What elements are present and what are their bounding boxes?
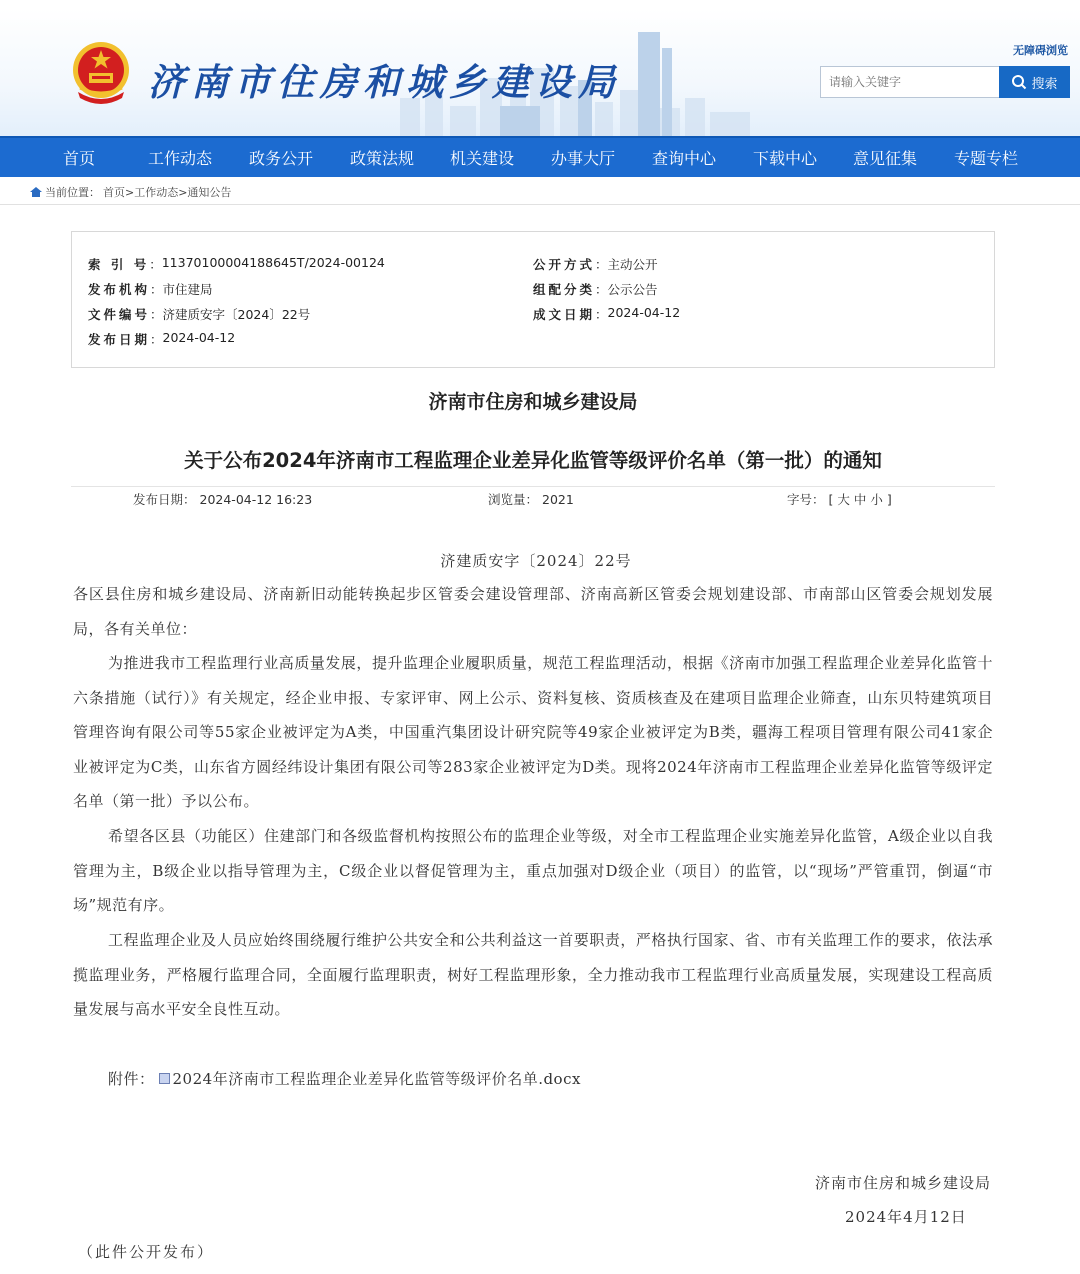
meta-openness-colon: ： <box>595 257 608 272</box>
nav-item-home[interactable]: 首页 <box>63 149 96 168</box>
meta-created-value: 2024-04-12 <box>607 305 681 320</box>
meta-pubdate <box>88 330 235 348</box>
search-button[interactable] <box>999 66 1070 98</box>
publish-date-value: 2024-04-12 16:23 <box>199 492 313 507</box>
font-size-label: 字号： <box>787 492 825 507</box>
breadcrumb-label: 当前位置： <box>45 186 100 199</box>
signature-org: 济南市住房和城乡建设局 <box>814 1174 991 1192</box>
nav-item-query-center[interactable]: 查询中心 <box>652 149 717 168</box>
meta-publisher-label: 发布机构 <box>88 282 151 297</box>
meta-category-value: 公示公告 <box>607 282 658 297</box>
nav-item-special-column[interactable]: 专题专栏 <box>954 149 1019 168</box>
font-size-small-button[interactable]: 小 <box>870 492 883 507</box>
meta-pubdate-value: 2024-04-12 <box>162 330 236 345</box>
meta-openness <box>533 255 658 273</box>
meta-openness-value: 主动公开 <box>607 257 658 272</box>
meta-pubdate-colon: ： <box>150 332 163 347</box>
meta-publisher-colon: ： <box>150 282 163 297</box>
signature-date: 2024年4月12日 <box>845 1208 967 1226</box>
attachment-link[interactable]: 2024年济南市工程监理企业差异化监管等级评价名单.docx <box>172 1070 581 1088</box>
meta-docno <box>88 305 310 323</box>
nav-item-gov-affairs[interactable]: 政务公开 <box>249 149 314 168</box>
nav-item-policies[interactable]: 政策法规 <box>350 149 415 168</box>
article-org: 济南市住房和城乡建设局 <box>428 391 638 413</box>
meta-index-label: 索 引 号 <box>88 257 150 272</box>
meta-publisher <box>88 280 213 298</box>
meta-category-colon: ： <box>595 282 608 297</box>
font-size-large-button[interactable]: 大 <box>837 492 850 507</box>
nav-item-service-hall[interactable]: 办事大厅 <box>551 149 616 168</box>
meta-docno-colon: ： <box>150 307 163 322</box>
publish-date-label: 发布日期： <box>133 492 196 507</box>
document-meta-box <box>71 231 995 368</box>
article-views <box>488 490 574 508</box>
breadcrumb <box>30 184 231 200</box>
meta-docno-label: 文件编号 <box>88 307 151 322</box>
attachment-row <box>108 1068 581 1089</box>
nav-item-download-center[interactable]: 下载中心 <box>753 149 818 168</box>
meta-category <box>533 280 658 298</box>
meta-index-colon: ： <box>149 257 162 272</box>
meta-docno-value: 济建质安字〔2024〕22号 <box>162 307 311 322</box>
nav-item-work-news[interactable]: 工作动态 <box>148 149 213 168</box>
article-addressee: 各区县住房和城乡建设局、济南新旧动能转换起步区管委会建设管理部、济南高新区管委会规划建设部、市南部山区管委会规划发展局，各有关单位： <box>73 585 993 638</box>
search-input[interactable] <box>820 66 1000 98</box>
font-size-bracket-close: ] <box>886 492 892 507</box>
national-emblem-icon <box>70 40 132 106</box>
nav-item-organ-building[interactable]: 机关建设 <box>450 149 515 168</box>
font-size-bracket-open: [ <box>828 492 834 507</box>
public-release-note: （此件公开发布） <box>78 1243 215 1261</box>
article-paragraph-1: 为推进我市工程监理行业高质量发展，提升监理企业履职质量，规范工程监理活动，根据《济南市加强工程监理企业差异化监管十六条措施（试行）》有关规定，经企业申报、专家评审、网上公示、资料复核、资质核查及在建项目监理企业筛查，山东贝特建筑项目管理咨询有限公司等55家企业被评定为A类，中国重汽集团设计研究院等49家企业被评定为B类，疆海工程项目管理有限公司41家企业被评定为C类，山东省方圆经纬设计集团有限公司等283家企业被评定为D类。现将2024年济南市工程监理企业差异化监管等级评定名单（第一批）予以公布。 <box>73 654 993 811</box>
meta-created-label: 成文日期 <box>533 307 596 322</box>
meta-openness-label: 公开方式 <box>533 257 596 272</box>
font-size-medium-button[interactable]: 中 <box>853 492 867 507</box>
views-label: 浏览量： <box>488 492 539 507</box>
article-publish-date <box>133 490 312 508</box>
breadcrumb-path[interactable]: 首页>工作动态>通知公告 <box>103 186 232 199</box>
article-paragraph-2: 希望各区县（功能区）住建部门和各级监督机构按照公布的监理企业等级，对全市工程监理企业实施差异化监管，A级企业以自我管理为主，B级企业以指导管理为主，C级企业以督促管理为主，重点加强对D级企业（项目）的监管，以“现场”严管重罚，倒逼“市场”规范有序。 <box>73 827 993 915</box>
meta-pubdate-label: 发布日期 <box>88 332 151 347</box>
meta-index-value: 11370100004188645T/2024-00124 <box>161 255 385 270</box>
home-icon <box>30 187 42 197</box>
search-button-label: 搜索 <box>1031 76 1058 92</box>
article-title: 关于公布2024年济南市工程监理企业差异化监管等级评价名单（第一批）的通知 <box>184 449 882 472</box>
breadcrumb-divider <box>0 204 1080 205</box>
main-nav <box>0 136 1080 177</box>
document-file-icon <box>159 1073 170 1084</box>
site-header <box>0 8 1080 136</box>
nav-item-opinion-collection[interactable]: 意见征集 <box>853 149 918 168</box>
attachment-label: 附件： <box>108 1070 155 1088</box>
article-doc-number: 济建质安字〔2024〕22号 <box>440 552 632 570</box>
search-icon <box>1011 74 1027 90</box>
meta-created <box>533 305 680 323</box>
meta-created-colon: ： <box>595 307 608 322</box>
views-value: 2021 <box>542 492 574 507</box>
site-title: 济南市住房和城乡建设局 <box>148 60 621 104</box>
article-paragraph-3: 工程监理企业及人员应始终围绕履行维护公共安全和公共利益这一首要职责，严格执行国家、省、市有关监理工作的要求，依法承揽监理业务，严格履行监理合同，全面履行监理职责，树好工程监理形象，全力推动我市工程监理行业高质量发展，实现建设工程高质量发展与高水平安全良性互动。 <box>73 931 993 1019</box>
meta-publisher-value: 市住建局 <box>162 282 213 297</box>
accessibility-link[interactable]: 无障碍浏览 <box>1013 44 1068 57</box>
meta-category-label: 组配分类 <box>533 282 596 297</box>
font-size-control <box>787 490 892 508</box>
meta-index <box>88 255 385 273</box>
article-info-divider <box>71 486 995 487</box>
